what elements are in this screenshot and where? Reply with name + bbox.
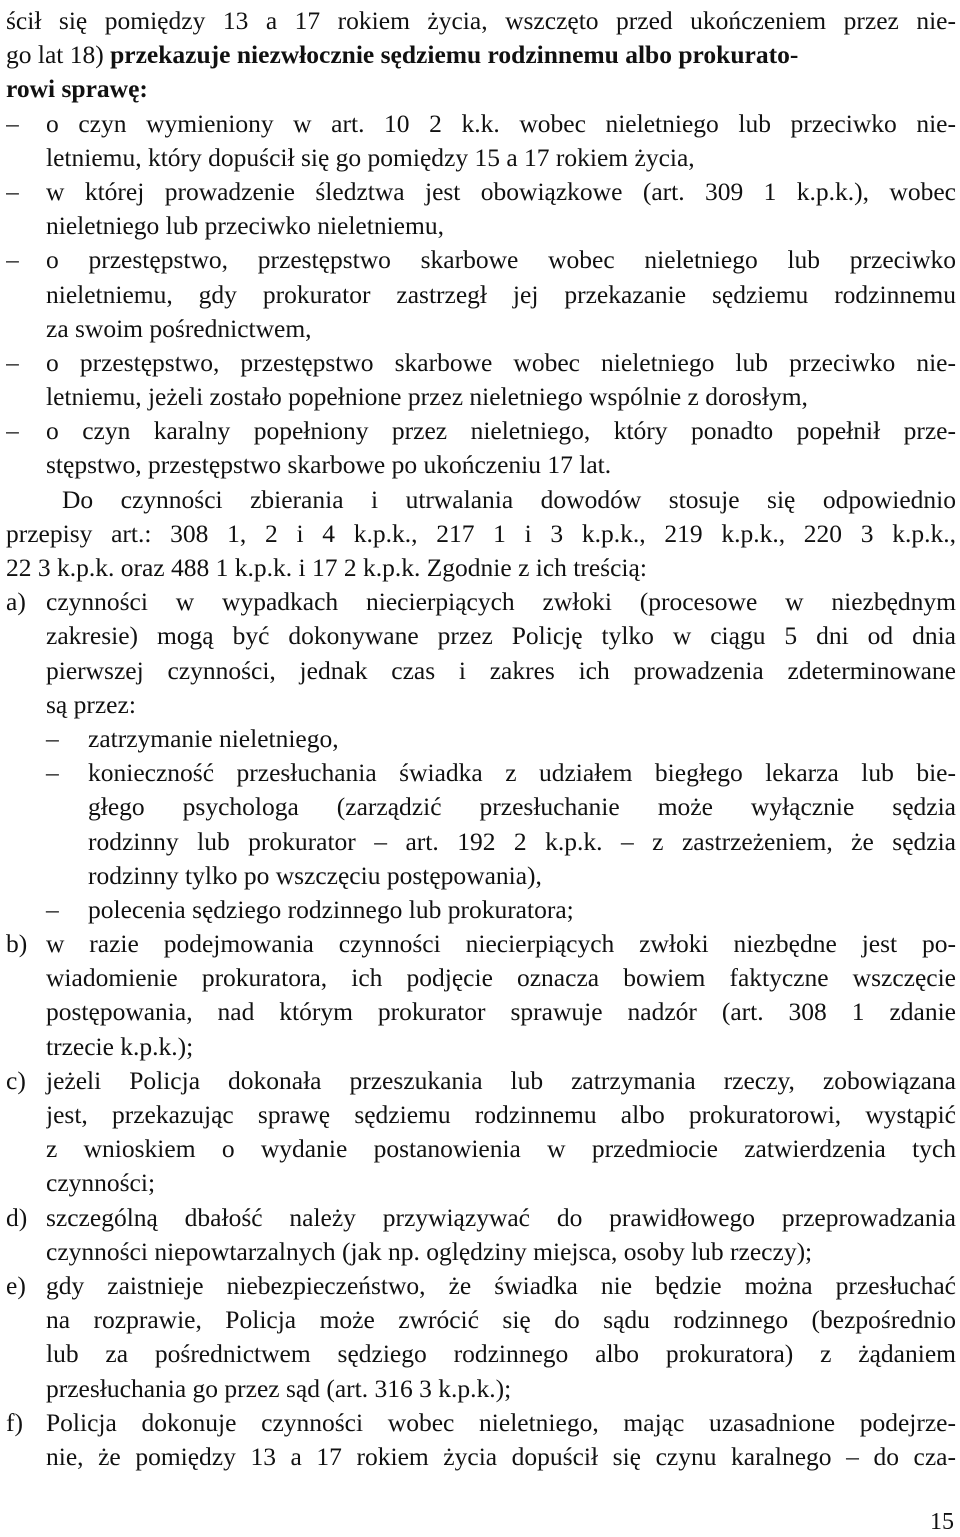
text-line: jest, przekazując sprawę sędziemu rodzinnemu albo prokuratorowi, wystąpić: [46, 1100, 956, 1129]
text-line: z wnioskiem o wydanie postanowienia w przedmiocie zatwierdzenia tych: [46, 1134, 956, 1164]
text-line: rodzinny lub prokurator – art. 192 2 k.p.k. – z zastrzeżeniem, że sędzia: [88, 826, 956, 856]
lettered-item-f: [6, 1406, 956, 1440]
text-line: zakresie) mogą być dokonywane przez Policję tylko w ciągu 5 dni od dnia: [46, 621, 956, 651]
lettered-item-c: [6, 1064, 956, 1098]
dash-sub-item: [6, 756, 956, 790]
list-text: szczególną dbałość należy przywiązywać do prawidłowego przeprowadzania: [46, 1202, 956, 1232]
text-line: rodzinny tylko po wszczęciu postępowania),: [88, 860, 542, 890]
dash-marker: –: [46, 894, 59, 924]
bold-text-line: rowi sprawę:: [6, 74, 148, 104]
list-text: jeżeli Policja dokonała przeszukania lub zatrzymania rzeczy, zobowiązana: [46, 1065, 956, 1095]
text-line: na rozprawie, Policja może zwrócić się do sądu rodzinnego (bezpośrednio: [46, 1305, 956, 1335]
dash-sub-item: [6, 893, 956, 927]
dash-list-item: [6, 107, 956, 141]
dash-marker: –: [6, 416, 19, 446]
text-line: stępstwo, przestępstwo skarbowe po ukończeniu 17 lat.: [46, 450, 612, 480]
dash-marker: –: [6, 245, 19, 275]
list-text: polecenia sędziego rodzinnego lub prokuratora;: [88, 894, 574, 924]
list-text: w której prowadzenie śledztwa jest obowiązkowe (art. 309 1 k.p.k.), wobec: [46, 176, 956, 206]
dash-sub-item: [6, 722, 956, 756]
list-text: konieczność przesłuchania świadka z udziałem biegłego lekarza lub bie-: [88, 758, 956, 788]
list-text: Policja dokonuje czynności wobec nieletniego, mając uzasadnione podejrze-: [46, 1407, 956, 1437]
list-text: o przestępstwo, przestępstwo skarbowe wobec nieletniego lub przeciwko nie-: [46, 347, 956, 377]
item-marker: f): [6, 1407, 23, 1437]
text-line: [6, 38, 956, 72]
dash-list-item: [6, 414, 956, 448]
text-line: 22 3 k.p.k. oraz 488 1 k.p.k. i 17 2 k.p.k. Zgodnie z ich treścią:: [6, 553, 647, 582]
text-line: lub za pośrednictwem sędziego rodzinnego albo prokuratora) z żądaniem: [46, 1339, 956, 1369]
item-marker: d): [6, 1202, 28, 1232]
list-text: o czyn wymieniony w art. 10 2 k.k. wobec nieletniego lub przeciwko nie-: [46, 108, 956, 138]
lettered-item-d: [6, 1201, 956, 1235]
dash-marker: –: [6, 176, 19, 206]
text-line: czynności niepowtarzalnych (jak np. oględziny miejsca, osoby lub rzeczy);: [46, 1236, 813, 1266]
text-fragment: Do czynności zbierania i utrwalania dowodów stosuje się odpowiednio: [62, 484, 956, 514]
dash-list-item: [6, 346, 956, 380]
dash-marker: –: [6, 347, 19, 377]
text-line: czynności;: [46, 1168, 156, 1198]
text-line: letniemu, jeżeli zostało popełnione przez nieletniego wspólnie z dorosłym,: [46, 382, 808, 412]
item-marker: b): [6, 929, 28, 959]
dash-list-item: [6, 243, 956, 277]
text-line: przepisy art.: 308 1, 2 i 4 k.p.k., 217 1 i 3 k.p.k., 219 k.p.k., 220 3 k.p.k.,: [6, 518, 956, 548]
text-line: za swoim pośrednictwem,: [46, 313, 312, 343]
text-line: wiadomienie prokuratora, ich podjęcie oznacza bowiem faktyczne wszczęcie: [46, 963, 956, 993]
text-line: postępowania, nad którym prokurator sprawuje nadzór (art. 308 1 zdanie: [46, 997, 956, 1027]
bold-text: przekazuje niezwłocznie sędziemu rodzinnemu albo prokurato-: [110, 40, 799, 70]
list-text: zatrzymanie nieletniego,: [88, 723, 339, 753]
text-line: nieletniego lub przeciwko nieletniemu,: [46, 211, 444, 241]
page-number: 15: [930, 1509, 954, 1535]
paragraph-first-line: [6, 483, 956, 517]
dash-marker: –: [46, 758, 59, 788]
text-line: trzecie k.p.k.);: [46, 1031, 194, 1061]
text-line: przesłuchania go przez sąd (art. 316 3 k.p.k.);: [46, 1373, 512, 1403]
list-text: o czyn karalny popełniony przez nieletniego, który ponadto popełnił prze-: [46, 416, 956, 446]
text-fragment: go lat 18): [6, 40, 104, 70]
document-page: [6, 4, 956, 1474]
item-marker: e): [6, 1270, 26, 1300]
list-text: czynności w wypadkach niecierpiących zwłoki (procesowe w niezbędnym: [46, 587, 956, 617]
text-line: głego psychologa (zarządzić przesłuchanie może wyłącznie sędzia: [88, 792, 956, 822]
text-line: ścił się pomiędzy 13 a 17 rokiem życia, wszczęto przed ukończeniem przez nie-: [6, 6, 956, 35]
dash-marker: –: [6, 108, 19, 138]
lettered-item-e: [6, 1269, 956, 1303]
text-line: letniemu, który dopuścił się go pomiędzy 15 a 17 rokiem życia,: [46, 142, 695, 172]
text-line: nieletniemu, gdy prokurator zastrzegł jej przekazanie sędziemu rodzinnemu: [46, 279, 956, 309]
list-text: gdy zaistnieje niebezpieczeństwo, że świadka nie będzie można przesłuchać: [46, 1270, 956, 1300]
lettered-item-b: [6, 927, 956, 961]
dash-list-item: [6, 175, 956, 209]
dash-marker: –: [46, 723, 59, 753]
item-marker: a): [6, 587, 26, 617]
item-marker: c): [6, 1065, 26, 1095]
list-text: o przestępstwo, przestępstwo skarbowe wobec nieletniego lub przeciwko: [46, 245, 956, 275]
text-line: nie, że pomiędzy 13 a 17 rokiem życia dopuścił się czynu karalnego – do cza-: [46, 1441, 956, 1471]
lettered-item-a: [6, 585, 956, 619]
text-line: pierwszej czynności, jednak czas i zakres ich prowadzenia zdeterminowane: [46, 655, 956, 685]
list-text: w razie podejmowania czynności niecierpiących zwłoki niezbędne jest po-: [46, 929, 956, 959]
text-line: są przez:: [46, 689, 136, 719]
